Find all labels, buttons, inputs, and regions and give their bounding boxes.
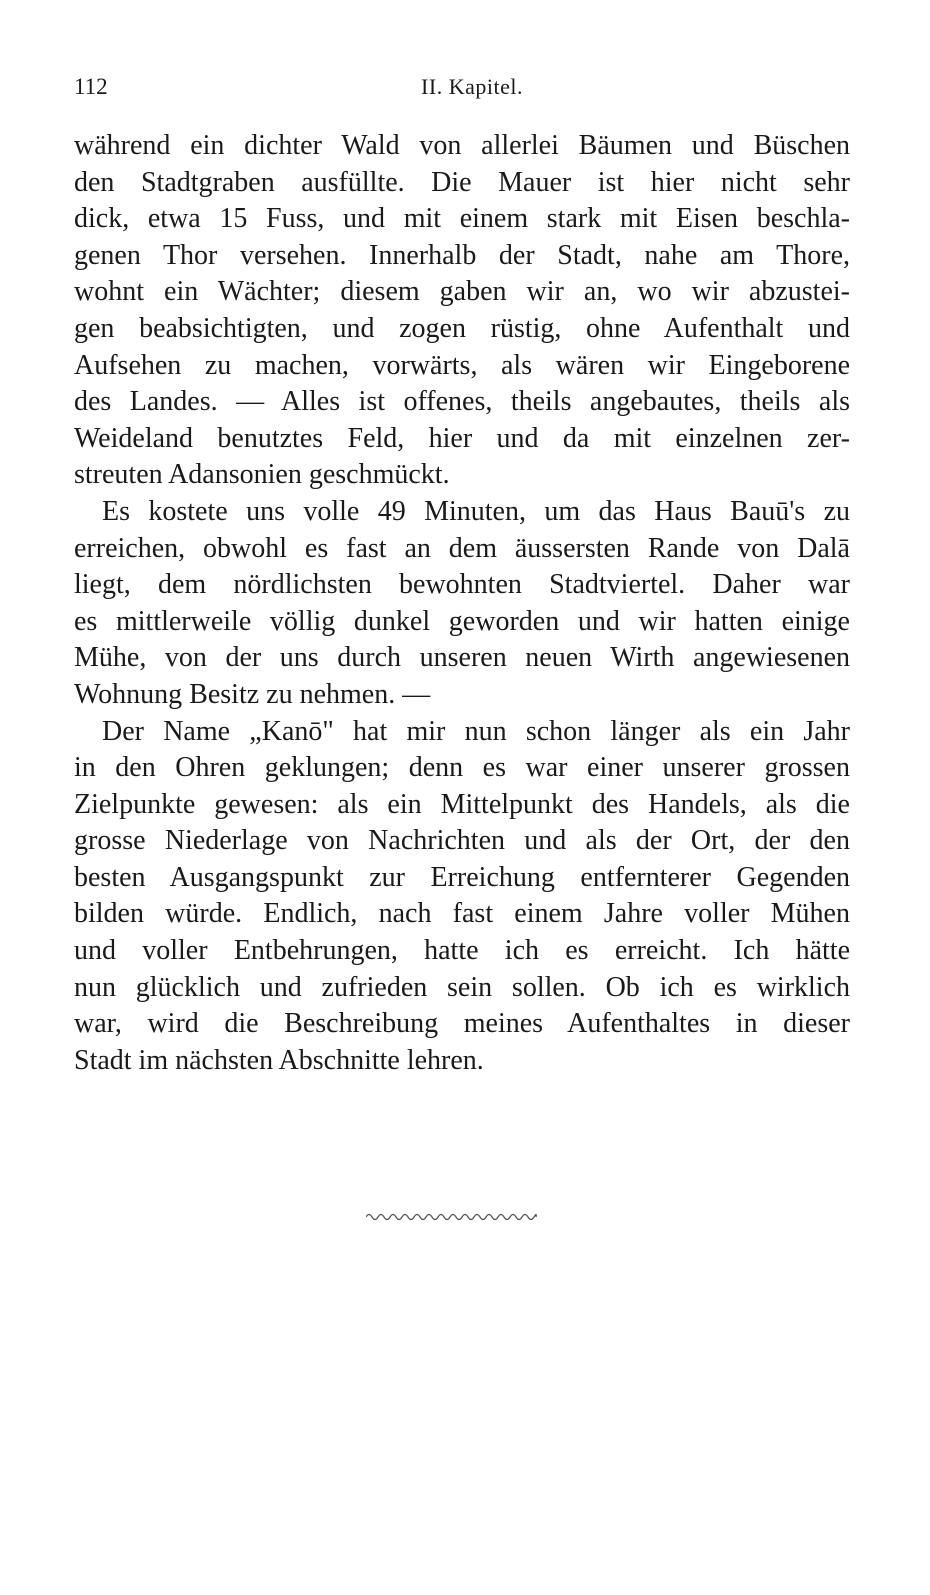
text-line: Aufsehen zu machen, vorwärts, als wären wir Eingeborene <box>74 349 850 381</box>
text-line: Es kostete uns volle 49 Minuten, um das Haus Bauū's zu <box>102 495 850 527</box>
body-text <box>74 128 850 1079</box>
text-line: wohnt ein Wächter; diesem gaben wir an, wo wir abzustei- <box>74 276 850 308</box>
text-line: war, wird die Beschreibung meines Aufenthaltes in dieser <box>74 1008 850 1040</box>
text-line: es mittlerweile völlig dunkel geworden und wir hatten einige <box>74 605 850 637</box>
text-line: des Landes. — Alles ist offenes, theils angebautes, theils als <box>74 386 850 418</box>
text-line: genen Thor versehen. Innerhalb der Stadt, nahe am Thore, <box>74 239 850 271</box>
text-line: erreichen, obwohl es fast an dem äussersten Rande von Dalā <box>74 532 850 564</box>
text-line: Wohnung Besitz zu nehmen. — <box>74 678 431 710</box>
text-line: in den Ohren geklungen; denn es war einer unserer grossen <box>74 752 850 784</box>
running-head <box>74 74 850 106</box>
text-line: grosse Niederlage von Nachrichten und als der Ort, der den <box>74 825 850 857</box>
text-line: liegt, dem nördlichsten bewohnten Stadtviertel. Daher war <box>74 569 850 601</box>
text-line: dick, etwa 15 Fuss, und mit einem stark mit Eisen beschla- <box>74 203 850 235</box>
text-line: Der Name „Kanō" hat mir nun schon länger als ein Jahr <box>102 715 850 747</box>
text-line: und voller Entbehrungen, hatte ich es erreicht. Ich hätte <box>74 935 850 967</box>
chapter-title: II. Kapitel. <box>421 74 523 99</box>
text-line: gen beabsichtigten, und zogen rüstig, ohne Aufenthalt und <box>74 312 850 344</box>
paragraph-2 <box>74 494 850 714</box>
text-line: nun glücklich und zufrieden sein sollen. Ob ich es wirklich <box>74 971 850 1003</box>
wavy-rule-ornament-icon <box>366 1210 542 1224</box>
text-line: den Stadtgraben ausfüllte. Die Mauer ist hier nicht sehr <box>74 166 850 198</box>
text-line: streuten Adansonien geschmückt. <box>74 459 450 491</box>
text-line: Mühe, von der uns durch unseren neuen Wirth angewiesenen <box>74 642 850 674</box>
text-line: Stadt im nächsten Abschnitte lehren. <box>74 1044 484 1076</box>
text-line: bilden würde. Endlich, nach fast einem Jahre voller Mühen <box>74 898 850 930</box>
text-line: besten Ausgangspunkt zur Erreichung entfernterer Gegenden <box>74 861 850 893</box>
text-line: während ein dichter Wald von allerlei Bäumen und Büschen <box>74 130 850 161</box>
paragraph-3 <box>74 714 850 1080</box>
page-number: 112 <box>74 74 108 99</box>
text-line: Weideland benutztes Feld, hier und da mit einzelnen zer- <box>74 422 850 454</box>
text-line: Zielpunkte gewesen: als ein Mittelpunkt des Handels, als die <box>74 788 850 820</box>
paragraph-1 <box>74 128 850 494</box>
